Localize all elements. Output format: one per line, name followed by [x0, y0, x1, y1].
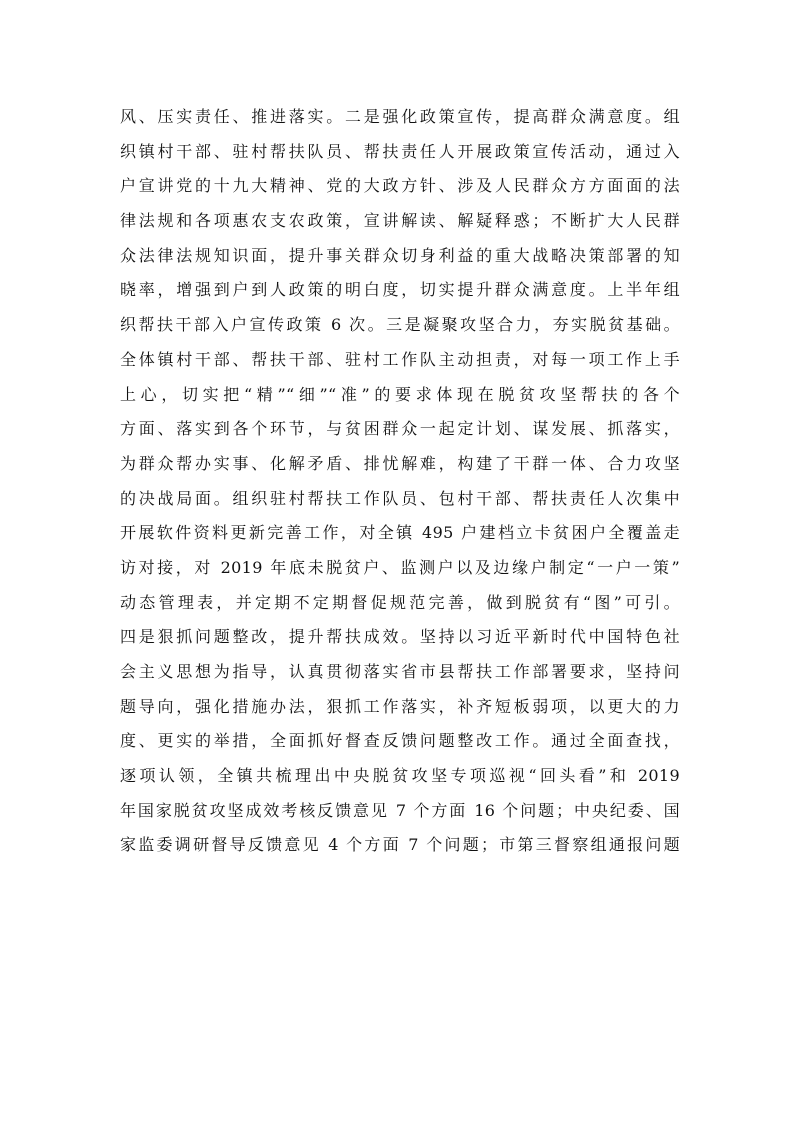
- text-line: 织镇村干部、驻村帮扶队员、帮扶责任人开展政策宣传活动，通过入: [120, 141, 680, 161]
- text-line: 律法规和各项惠农支农政策，宣讲解读、解疑释惑；不断扩大人民群: [120, 211, 680, 231]
- text-line: 开展软件资料更新完善工作，对全镇 495 户建档立卡贫困户全覆盖走: [120, 523, 680, 543]
- text-line: 织帮扶干部入户宣传政策 6 次。三是凝聚攻坚合力，夯实脱贫基础。: [120, 315, 680, 335]
- text-line: 题导向，强化措施办法，狠抓工作落实，补齐短板弱项，以更大的力: [120, 696, 680, 716]
- text-line: 访对接，对 2019 年底未脱贫户、监测户以及边缘户制定“一户一策”: [120, 557, 680, 577]
- text-line: 户宣讲党的十九大精神、党的大政方针、涉及人民群众方方面面的法: [120, 176, 680, 196]
- text-line: 会主义思想为指导，认真贯彻落实省市县帮扶工作部署要求，坚持问: [120, 662, 680, 681]
- text-line: 年国家脱贫攻坚成效考核反馈意见 7 个方面 16 个问题；中央纪委、国: [120, 800, 680, 820]
- text-line: 度、更实的举措，全面抓好督查反馈问题整改工作。通过全面查找，: [120, 731, 680, 751]
- text-line: 众法律法规知识面，提升事关群众切身利益的重大战略决策部署的知: [120, 245, 680, 265]
- text-line: 风、压实责任、推进落实。二是强化政策宣传，提高群众满意度。组: [120, 107, 680, 126]
- body-text: [120, 100, 680, 863]
- text-line: 上心，切实把“精”“细”“准”的要求体现在脱贫攻坚帮扶的各个: [120, 384, 680, 404]
- text-line: 方面、落实到各个环节，与贫困群众一起定计划、谋发展、抓落实，: [120, 419, 680, 439]
- text-line: 全体镇村干部、帮扶干部、驻村工作队主动担责，对每一项工作上手: [120, 349, 680, 369]
- text-line: 晓率，增强到户到人政策的明白度，切实提升群众满意度。上半年组: [120, 280, 680, 300]
- text-line: 家监委调研督导反馈意见 4 个方面 7 个问题；市第三督察组通报问题: [120, 835, 680, 855]
- text-line: 逐项认领，全镇共梳理出中央脱贫攻坚专项巡视“回头看”和 2019: [120, 766, 680, 786]
- text-line: 四是狠抓问题整改，提升帮扶成效。坚持以习近平新时代中国特色社: [120, 627, 680, 647]
- text-line: 的决战局面。组织驻村帮扶工作队员、包村干部、帮扶责任人次集中: [120, 488, 680, 508]
- text-line: 为群众帮办实事、化解矛盾、排忧解难，构建了干群一体、合力攻坚: [120, 453, 680, 473]
- text-line: 动态管理表，并定期不定期督促规范完善，做到脱贫有“图”可引。: [120, 592, 680, 612]
